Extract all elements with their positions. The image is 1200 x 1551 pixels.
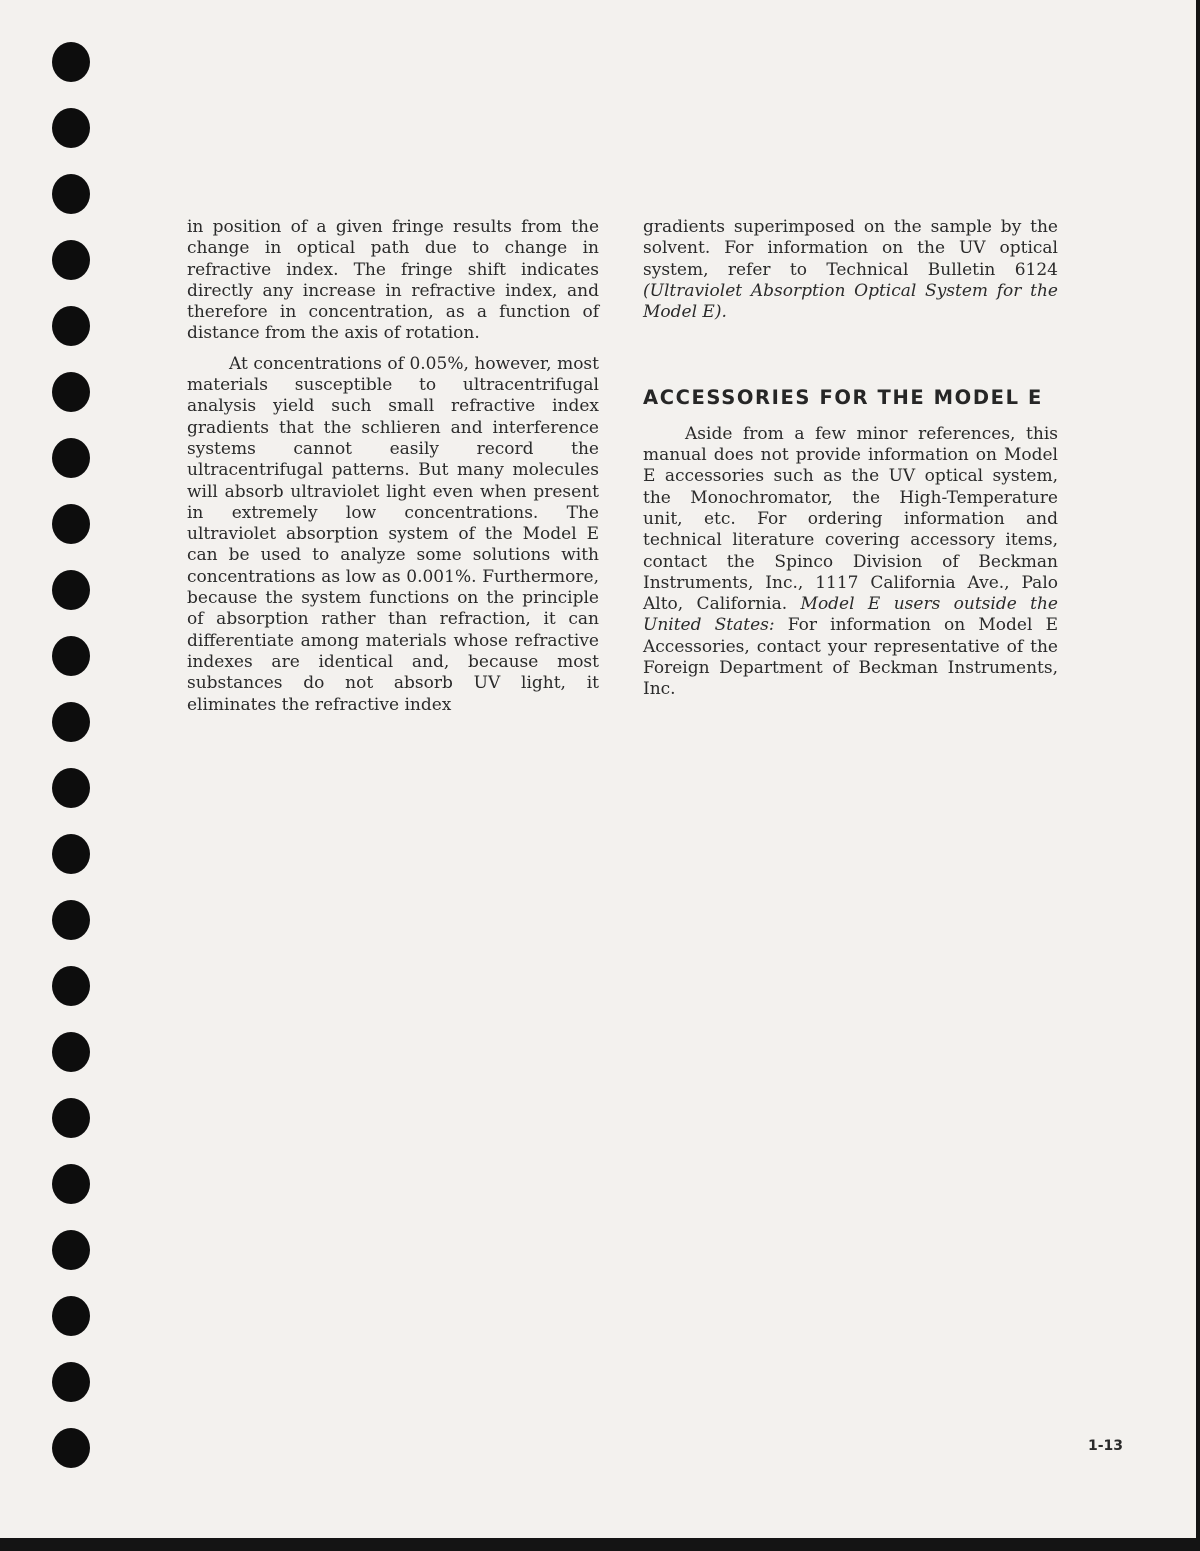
binder-hole	[52, 1230, 90, 1270]
binder-hole	[52, 1032, 90, 1072]
binder-hole	[52, 1296, 90, 1336]
binder-hole	[52, 834, 90, 874]
binder-hole	[52, 42, 90, 82]
page-number: 1-13	[1088, 1438, 1124, 1454]
binder-hole	[52, 1098, 90, 1138]
bulletin-title: (Ultraviolet Absorption Optical System for the Model E).	[643, 280, 1058, 323]
binder-hole	[52, 900, 90, 940]
binder-hole	[52, 108, 90, 148]
binder-hole	[52, 240, 90, 280]
binder-hole	[52, 966, 90, 1006]
emphasized-text: Model E users outside the United States:	[643, 594, 1058, 636]
binder-hole	[52, 570, 90, 610]
binder-hole	[52, 174, 90, 214]
left-text-column	[187, 217, 599, 716]
binder-hole	[52, 306, 90, 346]
binder-hole	[52, 1164, 90, 1204]
binder-hole	[52, 1428, 90, 1468]
section-heading: ACCESSORIES FOR THE MODEL E	[643, 386, 1043, 410]
binder-hole	[52, 702, 90, 742]
binder-hole	[52, 768, 90, 808]
paragraph-text: Aside from a few minor references, this manual does not provide information on Model E accessories such as the UV optical system, the Monochromator, the High-Temperature unit, etc. For ordering information and technical literature covering accessory items, contact the Spinco Division of Beckman Instruments, Inc., 1117 California Ave., Palo Alto, California.	[643, 423, 1058, 615]
paragraph: At concentrations of 0.05%, however, most materials susceptible to ultracentrifugal analysis yield such small refractive index gradients that the schlieren and interference systems cannot easily record the ultracentrifugal patterns. But many molecules will absorb ultraviolet light even when present in extremely low concentrations. The ultraviolet absorption system of the Model E can be used to analyze some solutions with concentrations as low as 0.001%. Furthermore, because the system functions on the principle of absorption rather than refraction, it can differentiate among materials whose refractive indexes are identical and, because most substances do not absorb UV light, it eliminates the refractive index	[187, 353, 599, 715]
binder-hole	[52, 438, 90, 478]
paragraph-text: For information on Model E Accessories, contact your representative of the Foreign Department of Beckman Instruments, Inc.	[643, 615, 1058, 700]
binder-hole	[52, 1362, 90, 1402]
binder-hole	[52, 504, 90, 544]
binder-hole	[52, 372, 90, 412]
paragraph: in position of a given fringe results from the change in optical path due to change in refractive index. The fringe shift indicates directly any increase in refractive index, and therefore in concentration, as a function of distance from the axis of rotation.	[187, 217, 599, 344]
binder-holes	[52, 42, 92, 1502]
paragraph	[643, 217, 1058, 323]
paragraph	[643, 424, 1058, 701]
binder-hole	[52, 636, 90, 676]
right-text-column	[643, 217, 1058, 701]
paragraph-text: gradients superimposed on the sample by the solvent. For information on the UV optical system, refer to Technical Bulletin 6124	[643, 217, 1058, 280]
